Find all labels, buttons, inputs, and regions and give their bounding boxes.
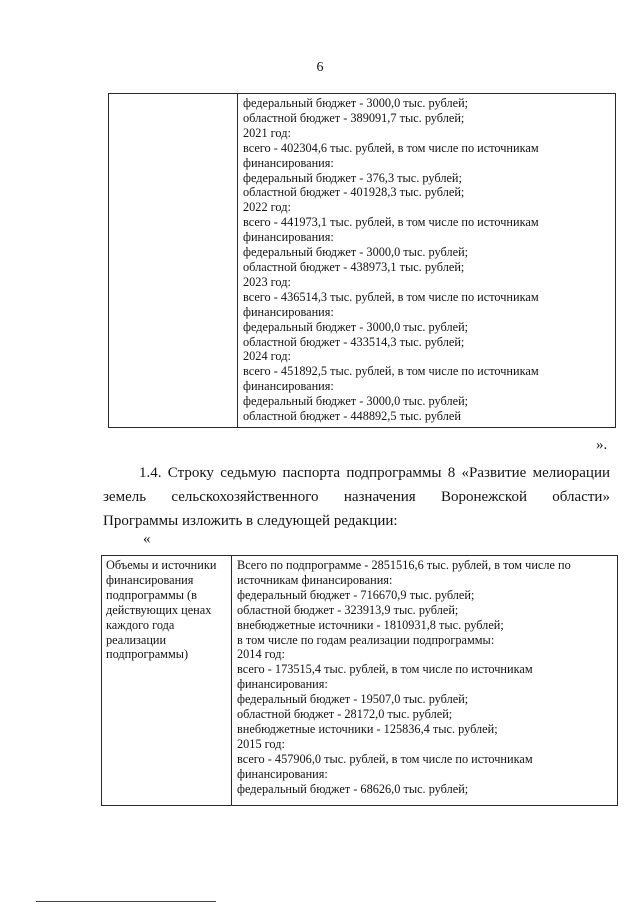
table-line: Объемы и источники xyxy=(106,558,217,572)
table-line: областной бюджет - 433514,3 тыс. рублей; xyxy=(243,334,465,349)
table-line: 2023 год: xyxy=(243,274,291,289)
page-number: 6 xyxy=(316,60,324,75)
table-line: федеральный бюджет - 716670,9 тыс. рублей; xyxy=(237,587,475,602)
paragraph-line-1: 1.4. Строку седьмую паспорта подпрограммы 8 «Развитие мелиорации xyxy=(139,465,610,481)
paragraph-word: назначения xyxy=(343,489,416,505)
table-line: федеральный бюджет - 3000,0 тыс. рублей; xyxy=(243,394,469,409)
table-line: областной бюджет - 323913,9 тыс. рублей; xyxy=(237,602,459,617)
table-line: подпрограммы (в xyxy=(106,587,197,602)
table-line: всего - 436514,3 тыс. рублей, в том числе по источникам xyxy=(243,289,539,304)
table-line: финансирования: xyxy=(243,155,334,170)
top-table-left-cell xyxy=(109,94,238,428)
table-line: финансирования: xyxy=(243,304,334,319)
paragraph-line-2 xyxy=(103,486,610,508)
table-row xyxy=(109,94,616,428)
table-line: всего - 441973,1 тыс. рублей, в том числе по источникам xyxy=(243,215,539,230)
table-line: 2014 год: xyxy=(237,647,285,662)
table-line: федеральный бюджет - 3000,0 тыс. рублей; xyxy=(243,245,469,260)
table-line: всего - 457906,0 тыс. рублей, в том числе по источникам xyxy=(237,751,533,766)
table-line: финансирования: xyxy=(243,230,334,245)
table-line: реализации xyxy=(106,632,167,647)
table-line: внебюджетные источники - 1810931,8 тыс. рублей; xyxy=(237,617,504,632)
table-line: 2015 год: xyxy=(237,736,285,751)
table-line: подпрограммы) xyxy=(106,647,189,662)
table-line: Всего по подпрограмме - 2851516,6 тыс. рублей, в том числе по xyxy=(237,558,571,572)
closing-quote: ». xyxy=(596,437,608,453)
bottom-table-right-cell xyxy=(232,556,618,806)
table-line: финансирования xyxy=(106,572,194,587)
footer-rule xyxy=(36,901,216,902)
bottom-passport-table xyxy=(101,555,618,806)
table-line: источникам финансирования: xyxy=(237,572,393,587)
table-line: федеральный бюджет - 3000,0 тыс. рублей; xyxy=(243,96,469,110)
table-line: финансирования: xyxy=(237,766,328,781)
opening-quote: « xyxy=(143,531,151,547)
table-line: 2024 год: xyxy=(243,349,291,364)
table-line: внебюджетные источники - 125836,4 тыс. рублей; xyxy=(237,721,498,736)
table-line: областной бюджет - 401928,3 тыс. рублей; xyxy=(243,185,465,200)
paragraph-word: Воронежской xyxy=(440,489,527,505)
top-table-right-cell xyxy=(238,94,616,428)
table-line: областной бюджет - 448892,5 тыс. рублей xyxy=(243,409,461,424)
table-line: действующих ценах xyxy=(106,602,212,617)
table-line: финансирования: xyxy=(237,677,328,692)
bottom-table-left-cell xyxy=(102,556,232,806)
table-line: федеральный бюджет - 376,3 тыс. рублей; xyxy=(243,170,462,185)
table-line: 2022 год: xyxy=(243,200,291,215)
table-line: областной бюджет - 28172,0 тыс. рублей; xyxy=(237,707,453,722)
table-line: в том числе по годам реализации подпрограммы: xyxy=(237,632,495,647)
paragraph-line-3: Программы изложить в следующей редакции: xyxy=(103,513,398,529)
table-line: всего - 173515,4 тыс. рублей, в том числе по источникам xyxy=(237,662,533,677)
table-line: областной бюджет - 438973,1 тыс. рублей; xyxy=(243,259,465,274)
table-line: федеральный бюджет - 68626,0 тыс. рублей; xyxy=(237,781,469,796)
table-line: всего - 402304,6 тыс. рублей, в том числе по источникам xyxy=(243,140,539,155)
table-line: областной бюджет - 389091,7 тыс. рублей; xyxy=(243,110,465,125)
paragraph-word: земель xyxy=(103,489,147,505)
paragraph-word: сельскохозяйственного xyxy=(171,489,319,505)
table-row xyxy=(102,556,618,806)
table-line: федеральный бюджет - 19507,0 тыс. рублей; xyxy=(237,692,469,707)
table-line: каждого года xyxy=(106,617,175,632)
table-line: финансирования: xyxy=(243,379,334,394)
table-line: всего - 451892,5 тыс. рублей, в том числе по источникам xyxy=(243,364,539,379)
table-line: 2021 год: xyxy=(243,125,291,140)
table-line: федеральный бюджет - 3000,0 тыс. рублей; xyxy=(243,319,469,334)
paragraph-word: области» xyxy=(552,489,610,505)
top-passport-table xyxy=(108,93,616,428)
